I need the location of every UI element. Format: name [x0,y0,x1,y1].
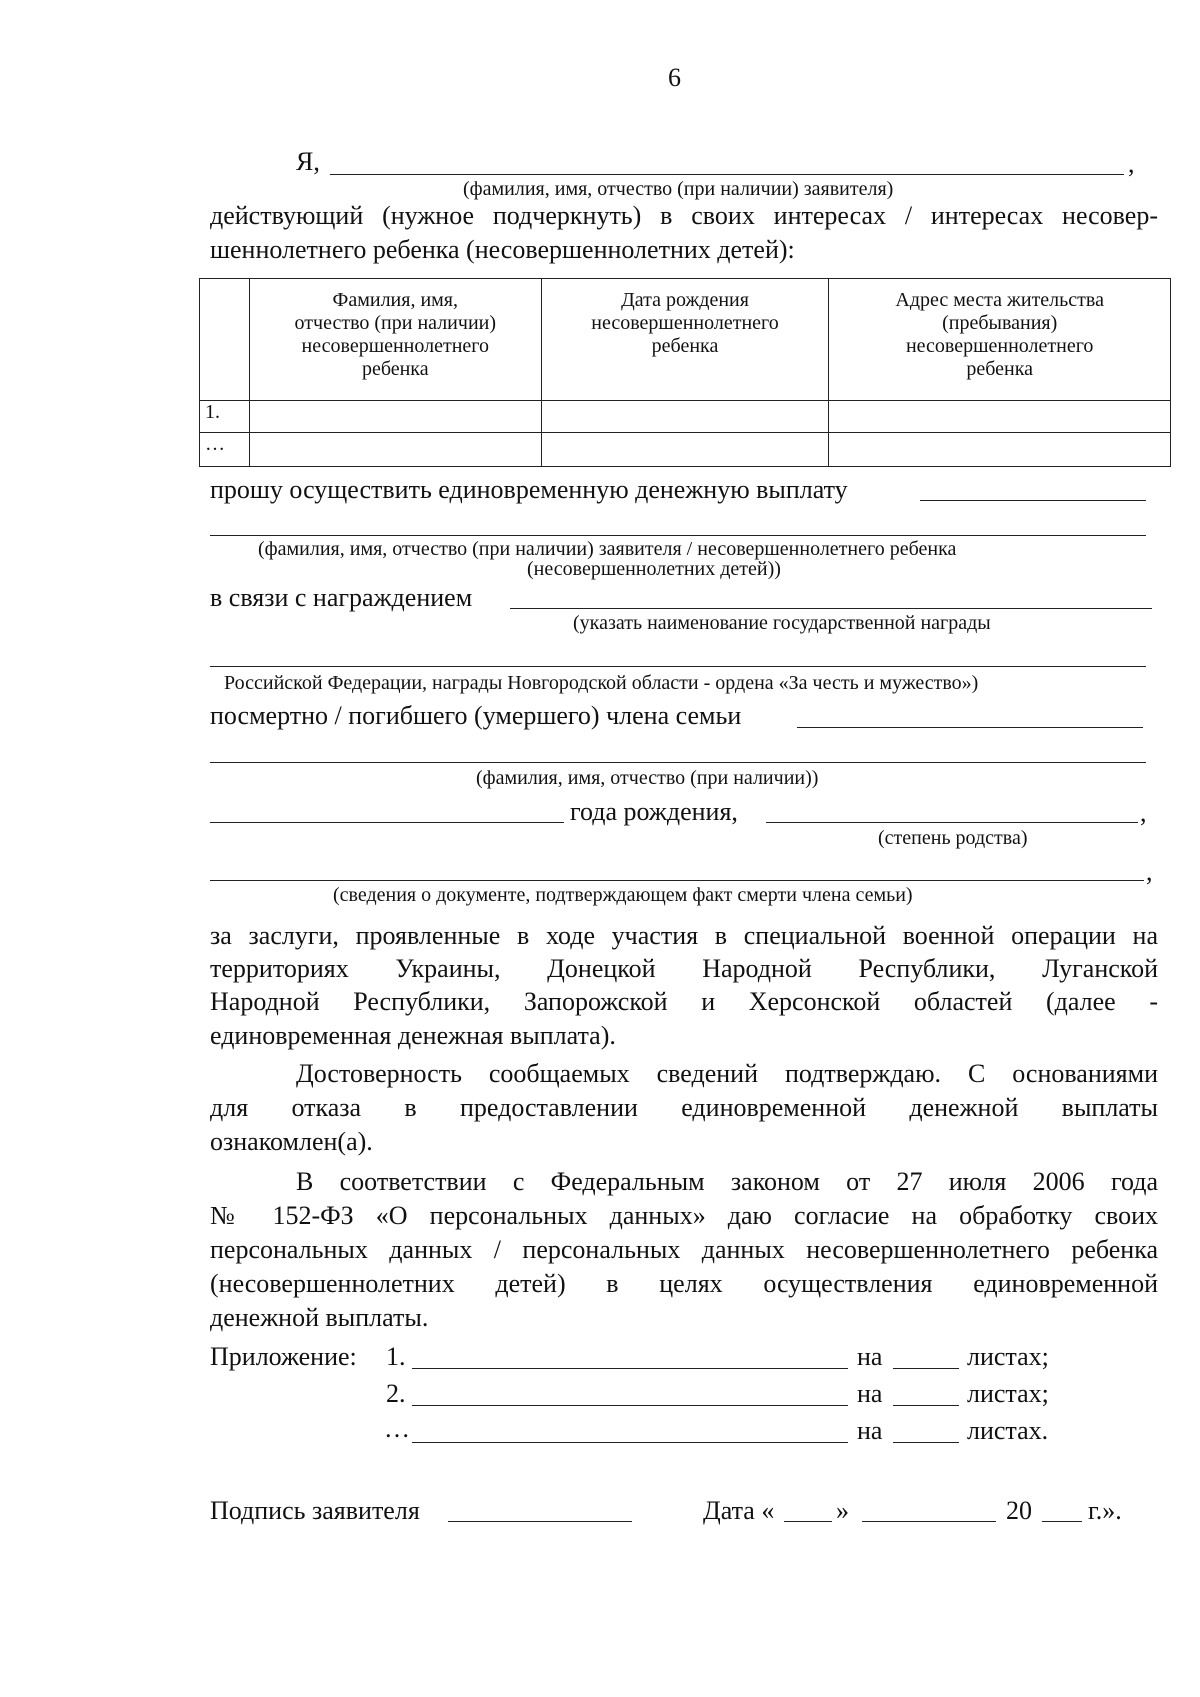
award-name-field-2[interactable] [210,666,1146,667]
applicant-name-hint: (фамилия, имя, отчество (при наличии) заявителя) [463,178,894,200]
page-number: 6 [668,63,681,92]
attachment-na: на [857,1416,883,1445]
children-table [199,278,1171,467]
reliability-line-2: для отказа в предоставлении единовременной денежной выплаты [210,1093,1158,1122]
family-member-field-2[interactable] [210,762,1146,763]
request-hint-2: (несовершеннолетних детей)) [527,558,781,580]
date-year-prefix: 20 [1006,1496,1032,1525]
birth-year-field[interactable] [210,822,564,823]
death-document-comma: , [1146,857,1153,886]
table-header-cell [200,279,250,401]
merits-line-4: единовременная денежная выплата). [210,1021,616,1050]
attachment-sheets-field[interactable] [893,1442,959,1443]
acting-line-2: шеннолетнего ребенка (несовершеннолетних детей): [210,235,795,264]
table-header-cell: Дата рождения несовершеннолетнего ребенка [541,279,829,401]
award-name-field[interactable] [510,608,1152,609]
table-header-row [200,279,1171,401]
relation-field[interactable] [766,822,1138,823]
reliability-line-1: Достоверность сообщаемых сведений подтверждаю. С основаниями [296,1059,1158,1088]
date-month-field[interactable] [862,1521,996,1522]
award-hint-2: Российской Федерации, награды Новгородской области - ордена «За честь и мужество») [224,672,979,694]
signature-label: Подпись заявителя [210,1496,420,1525]
award-label: в связи с награждением [210,583,473,612]
reliability-line-3: ознакомлен(а). [210,1127,373,1156]
applicant-name-field[interactable] [330,174,1124,175]
posthumous-label: посмертно / погибшего (умершего) члена семьи [210,701,742,730]
attachment-sheets-label: листах; [967,1379,1049,1408]
relation-hint: (степень родства) [878,827,1028,849]
table-header-cell: Адрес места жительства (пребывания) несовершеннолетнего ребенка [829,279,1171,401]
table-cell: 1. [200,401,250,433]
request-recipient-field-2[interactable] [210,535,1146,536]
request-text: прошу осуществить единовременную денежную выплату [210,475,848,504]
ya-label: Я, [296,147,320,176]
merits-line-3: Народной Республики, Запорожской и Херсонской областей (далее - [210,987,1158,1016]
attachment-na: на [857,1379,883,1408]
date-close-quote: » [836,1496,849,1525]
table-row [200,433,1171,467]
merits-line-2: территориях Украины, Донецкой Народной Республики, Луганской [210,954,1158,983]
table-header-cell: Фамилия, имя, отчество (при наличии) несовершеннолетнего ребенка [249,279,541,401]
attachment-name-field[interactable] [412,1405,848,1406]
request-hint-1: (фамилия, имя, отчество (при наличии) заявителя / несовершеннолетнего ребенка [258,538,957,560]
birth-year-label: года рождения, [570,797,738,826]
attachment-name-field[interactable] [412,1442,848,1443]
date-day-field[interactable] [784,1521,832,1522]
table-cell[interactable] [249,433,541,467]
relation-comma: , [1140,798,1147,827]
table-cell[interactable] [829,433,1171,467]
table-cell[interactable] [249,401,541,433]
attachment-name-field[interactable] [412,1368,848,1369]
consent-line-1: В соответствии с Федеральным законом от 27 июля 2006 года [296,1167,1158,1196]
family-member-field[interactable] [797,727,1143,728]
death-document-hint: (сведения о документе, подтверждающем факт смерти члена семьи) [333,884,913,906]
attachment-number: 2. [386,1379,406,1408]
request-recipient-field[interactable] [920,500,1146,501]
date-year-field[interactable] [1042,1521,1082,1522]
merits-line-1: за заслуги, проявленные в ходе участия в специальной военной операции на [210,921,1158,950]
consent-line-3: персональных данных / персональных данных несовершеннолетнего ребенка [210,1235,1158,1264]
attachment-number: 1. [386,1342,406,1371]
consent-line-2: № 152-ФЗ «О персональных данных» даю согласие на обработку своих [210,1201,1158,1230]
attachment-na: на [857,1342,883,1371]
table-cell[interactable] [541,401,829,433]
applicant-name-comma: , [1128,149,1135,178]
acting-line-1: действующий (нужное подчеркнуть) в своих интересах / интересах несовер- [210,201,1158,230]
award-hint-1: (указать наименование государственной награды [573,612,991,634]
attachment-sheets-field[interactable] [893,1368,959,1369]
attachment-number: … [384,1414,410,1443]
attachment-sheets-field[interactable] [893,1405,959,1406]
table-cell: … [200,433,250,467]
attachments-label: Приложение: [210,1342,357,1371]
consent-line-5: денежной выплаты. [210,1303,429,1332]
table-cell[interactable] [829,401,1171,433]
family-member-name-hint: (фамилия, имя, отчество (при наличии)) [476,767,819,789]
date-label: Дата « [703,1496,775,1525]
consent-line-4: (несовершеннолетних детей) в целях осуществления единовременной [210,1269,1158,1298]
date-year-suffix: г.». [1088,1496,1122,1525]
signature-field[interactable] [448,1521,632,1522]
table-cell[interactable] [541,433,829,467]
attachment-sheets-label: листах; [967,1342,1049,1371]
death-document-field[interactable] [210,880,1144,881]
table-row [200,401,1171,433]
attachment-sheets-label: листах. [967,1416,1049,1445]
